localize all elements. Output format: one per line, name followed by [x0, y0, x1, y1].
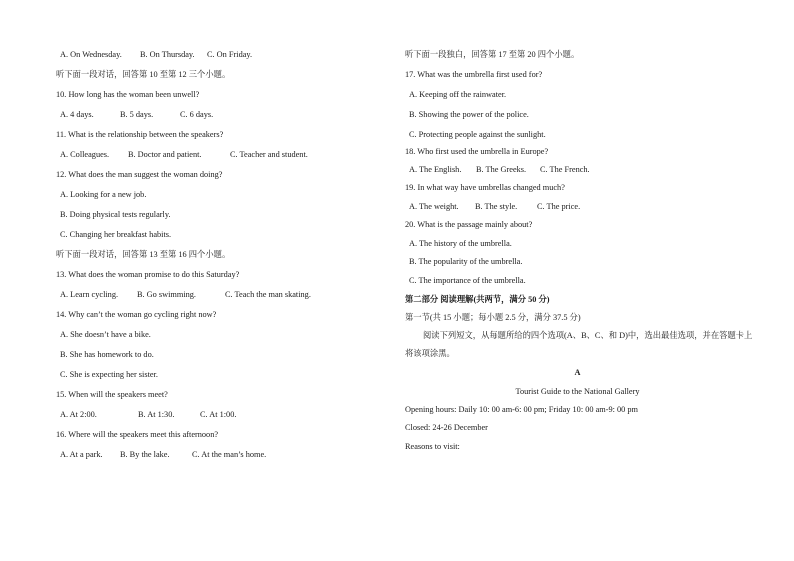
option-b: B. The style.	[475, 202, 518, 211]
dialog-instruction-10-12: 听下面一段对话，回答第 10 至第 12 三个小题。	[56, 70, 231, 79]
q9-options	[60, 49, 252, 60]
q14-option-a: A. She doesn’t have a bike.	[60, 330, 151, 339]
question-13: 13. What does the woman promise to do this Saturday?	[56, 270, 240, 279]
q16-options	[60, 449, 266, 460]
reading-instruction-line1: 阅读下列短文，从每题所给的四个选项(A、B、C、和 D)中，选出最佳选项，并在答题卡上	[423, 331, 753, 340]
q20-option-c: C. The importance of the umbrella.	[409, 276, 526, 285]
q12-option-b: B. Doing physical tests regularly.	[60, 210, 171, 219]
question-10: 10. How long has the woman been unwell?	[56, 90, 200, 99]
question-19: 19. In what way have umbrellas changed much?	[405, 183, 565, 192]
q19-options	[409, 201, 580, 212]
option-c: C. At the man’s home.	[192, 450, 267, 459]
passage-title: Tourist Guide to the National Gallery	[515, 387, 640, 396]
option-a: A. At 2:00.	[60, 410, 97, 419]
question-15: 15. When will the speakers meet?	[56, 390, 168, 399]
q17-option-b: B. Showing the power of the police.	[409, 110, 529, 119]
q17-option-a: A. Keeping off the rainwater.	[409, 90, 507, 99]
q12-option-c: C. Changing her breakfast habits.	[60, 230, 172, 239]
option-a: A. At a park.	[60, 450, 103, 459]
q15-options	[60, 409, 236, 420]
option-a: A. The weight.	[409, 202, 459, 211]
question-18: 18. Who first used the umbrella in Europe?	[405, 147, 549, 156]
reasons-to-visit: Reasons to visit:	[405, 442, 460, 451]
option-b: B. On Thursday.	[140, 50, 195, 59]
dialog-instruction-13-16: 听下面一段对话，回答第 13 至第 16 四个小题。	[56, 250, 231, 259]
question-16: 16. Where will the speakers meet this afternoon?	[56, 430, 219, 439]
option-a: A. The English.	[409, 165, 462, 174]
option-b: B. The Greeks.	[476, 165, 527, 174]
q14-option-b: B. She has homework to do.	[60, 350, 154, 359]
q11-options	[60, 149, 308, 160]
question-17: 17. What was the umbrella first used for?	[405, 70, 543, 79]
option-b: B. By the lake.	[120, 450, 170, 459]
monologue-instruction-17-20: 听下面一段独白，回答第 17 至第 20 四个小题。	[405, 50, 580, 59]
part2-heading: 第二部分 阅读理解(共两节，满分 50 分)	[405, 295, 550, 304]
reading-instruction-line2: 将该项涂黑。	[405, 349, 455, 358]
passage-letter: A	[574, 368, 581, 377]
option-c: C. On Friday.	[207, 50, 253, 59]
option-c: C. The French.	[540, 165, 590, 174]
option-b: B. At 1:30.	[138, 410, 175, 419]
q18-options	[409, 164, 590, 175]
option-a: A. On Wednesday.	[60, 50, 122, 59]
option-b: B. Doctor and patient.	[128, 150, 202, 159]
q17-option-c: C. Protecting people against the sunlight.	[409, 130, 546, 139]
q20-option-a: A. The history of the umbrella.	[409, 239, 512, 248]
opening-hours: Opening hours: Daily 10: 00 am-6: 00 pm; Friday 10: 00 am-9: 00 pm	[405, 405, 638, 414]
q13-options	[60, 289, 311, 300]
question-12: 12. What does the man suggest the woman doing?	[56, 170, 223, 179]
option-a: A. Colleagues.	[60, 150, 110, 159]
q20-option-b: B. The popularity of the umbrella.	[409, 257, 523, 266]
option-b: B. Go swimming.	[137, 290, 197, 299]
option-c: C. Teach the man skating.	[225, 290, 311, 299]
option-c: C. The price.	[537, 202, 581, 211]
option-c: C. 6 days.	[180, 110, 214, 119]
option-c: C. At 1:00.	[200, 410, 237, 419]
question-14: 14. Why can’t the woman go cycling right now?	[56, 310, 217, 319]
option-a: A. 4 days.	[60, 110, 94, 119]
option-b: B. 5 days.	[120, 110, 154, 119]
option-a: A. Learn cycling.	[60, 290, 119, 299]
q12-option-a: A. Looking for a new job.	[60, 190, 147, 199]
q14-option-c: C. She is expecting her sister.	[60, 370, 158, 379]
option-c: C. Teacher and student.	[230, 150, 308, 159]
q10-options	[60, 109, 213, 120]
closed-dates: Closed: 24-26 December	[405, 423, 488, 432]
section1-heading: 第一节(共 15 小题；每小题 2.5 分，满分 37.5 分)	[405, 313, 581, 322]
question-20: 20. What is the passage mainly about?	[405, 220, 533, 229]
question-11: 11. What is the relationship between the speakers?	[56, 130, 224, 139]
